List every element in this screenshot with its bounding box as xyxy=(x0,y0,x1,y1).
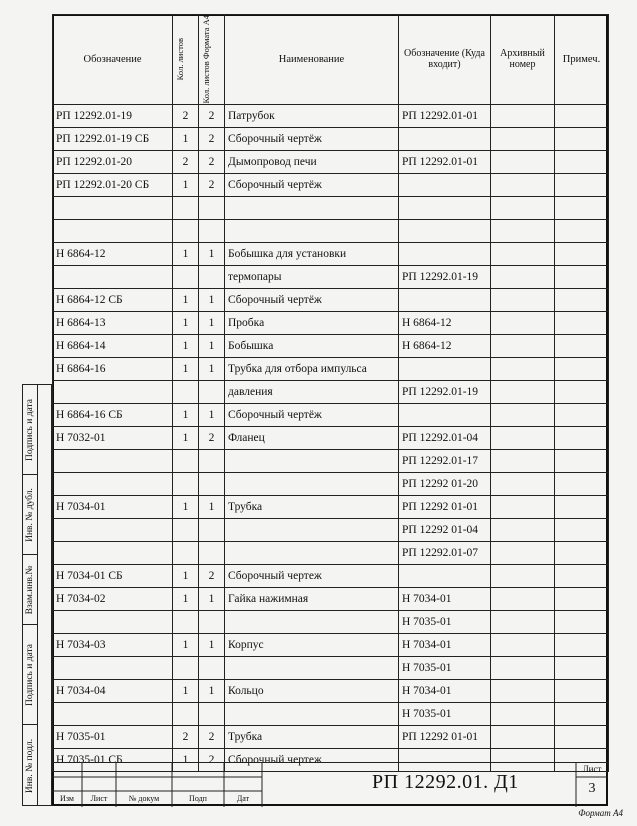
cell-sheets: 1 xyxy=(173,173,199,196)
table-row xyxy=(53,357,609,380)
cell-name xyxy=(225,449,399,472)
cell-archive xyxy=(491,265,555,288)
cell-sheets-a4: 2 xyxy=(199,748,225,771)
cell-sheets xyxy=(173,265,199,288)
cell-ref: Н 7034-01 xyxy=(399,587,491,610)
cell-ref: РП 12292 01-20 xyxy=(399,472,491,495)
cell-ref xyxy=(399,403,491,426)
cell-archive xyxy=(491,196,555,219)
cell-ref: РП 12292 01-01 xyxy=(399,725,491,748)
cell-name: Сборочный чертёж xyxy=(225,127,399,150)
cell-name: Сборочный чертёж xyxy=(225,403,399,426)
cell-note xyxy=(555,472,609,495)
cell-ref xyxy=(399,564,491,587)
table-row xyxy=(53,518,609,541)
cell-sheets xyxy=(173,472,199,495)
sheet-number: 3 xyxy=(588,781,596,796)
table-row xyxy=(53,265,609,288)
cell-sheets: 1 xyxy=(173,403,199,426)
cell-designation: Н 6864-14 xyxy=(53,334,173,357)
cell-sheets-a4: 2 xyxy=(199,725,225,748)
cell-ref xyxy=(399,219,491,242)
cell-archive xyxy=(491,334,555,357)
cell-designation xyxy=(53,449,173,472)
table-row xyxy=(53,127,609,150)
cell-note xyxy=(555,219,609,242)
cell-sheets: 1 xyxy=(173,679,199,702)
cell-designation: Н 6864-12 СБ xyxy=(53,288,173,311)
cell-designation: Н 7032-01 xyxy=(53,426,173,449)
cell-sheets-a4 xyxy=(199,449,225,472)
cell-designation: РП 12292.01-20 СБ xyxy=(53,173,173,196)
cell-ref: Н 7034-01 xyxy=(399,633,491,656)
cell-name: термопары xyxy=(225,265,399,288)
cell-sheets xyxy=(173,449,199,472)
cell-ref: РП 12292 01-01 xyxy=(399,495,491,518)
cell-archive xyxy=(491,564,555,587)
cell-sheets-a4: 1 xyxy=(199,587,225,610)
stamp-columns xyxy=(52,794,262,803)
cell-ref xyxy=(399,127,491,150)
cell-sheets-a4 xyxy=(199,518,225,541)
cell-note xyxy=(555,610,609,633)
cell-archive xyxy=(491,472,555,495)
cell-note xyxy=(555,403,609,426)
table-row xyxy=(53,288,609,311)
cell-sheets: 1 xyxy=(173,564,199,587)
register-table xyxy=(52,14,609,772)
cell-sheets xyxy=(173,219,199,242)
col-note: Примеч. xyxy=(555,15,609,105)
cell-archive xyxy=(491,403,555,426)
cell-sheets xyxy=(173,541,199,564)
table-row xyxy=(53,656,609,679)
cell-note xyxy=(555,426,609,449)
cell-archive xyxy=(491,104,555,127)
cell-archive xyxy=(491,150,555,173)
cell-sheets-a4: 2 xyxy=(199,150,225,173)
cell-archive xyxy=(491,633,555,656)
table-row xyxy=(53,587,609,610)
cell-note xyxy=(555,495,609,518)
cell-designation xyxy=(53,610,173,633)
cell-ref xyxy=(399,288,491,311)
table-row xyxy=(53,633,609,656)
table-row xyxy=(53,725,609,748)
table-row xyxy=(53,104,609,127)
cell-sheets-a4 xyxy=(199,219,225,242)
cell-note xyxy=(555,334,609,357)
cell-name: Кольцо xyxy=(225,679,399,702)
cell-sheets xyxy=(173,518,199,541)
cell-ref: Н 7035-01 xyxy=(399,610,491,633)
cell-note xyxy=(555,104,609,127)
col-sheets-a4: Кол. листов Формата А4 xyxy=(199,15,225,105)
stamp-col-doc: № докум xyxy=(128,794,160,803)
cell-ref: РП 12292.01-04 xyxy=(399,426,491,449)
cell-designation: Н 7034-02 xyxy=(53,587,173,610)
cell-sheets-a4 xyxy=(199,610,225,633)
cell-designation: РП 12292.01-19 СБ xyxy=(53,127,173,150)
cell-sheets: 1 xyxy=(173,587,199,610)
side-inv-orig: Инв. № подл. xyxy=(25,738,35,794)
cell-sheets: 2 xyxy=(173,150,199,173)
stamp-col-izm: Изм xyxy=(60,794,74,803)
cell-sheets: 1 xyxy=(173,357,199,380)
cell-sheets xyxy=(173,610,199,633)
cell-designation xyxy=(53,265,173,288)
cell-sheets-a4: 1 xyxy=(199,311,225,334)
col-designation: Обозначение xyxy=(53,15,173,105)
cell-name: Пробка xyxy=(225,311,399,334)
table-header xyxy=(53,15,609,105)
document-code: РП 12292.01. Д1 xyxy=(372,771,519,793)
sheet-label: Лист xyxy=(582,764,602,774)
cell-archive xyxy=(491,219,555,242)
cell-designation: РП 12292.01-19 xyxy=(53,104,173,127)
cell-sheets-a4: 1 xyxy=(199,357,225,380)
cell-name: Сборочный чертеж xyxy=(225,748,399,771)
cell-archive xyxy=(491,127,555,150)
cell-name xyxy=(225,702,399,725)
cell-note xyxy=(555,242,609,265)
cell-note xyxy=(555,587,609,610)
table-row xyxy=(53,334,609,357)
cell-designation xyxy=(53,541,173,564)
cell-sheets-a4: 1 xyxy=(199,288,225,311)
cell-archive xyxy=(491,380,555,403)
cell-sheets: 1 xyxy=(173,495,199,518)
side-sig-date-bottom: Подпись и дата xyxy=(23,625,37,725)
cell-designation: РП 12292.01-20 xyxy=(53,150,173,173)
cell-ref xyxy=(399,196,491,219)
cell-name xyxy=(225,196,399,219)
cell-note xyxy=(555,150,609,173)
cell-sheets: 1 xyxy=(173,748,199,771)
cell-sheets-a4 xyxy=(199,541,225,564)
cell-archive xyxy=(491,656,555,679)
cell-name xyxy=(225,656,399,679)
cell-archive xyxy=(491,242,555,265)
cell-ref xyxy=(399,242,491,265)
cell-sheets-a4: 2 xyxy=(199,173,225,196)
cell-name: Сборочный чертёж xyxy=(225,288,399,311)
cell-ref: РП 12292.01-07 xyxy=(399,541,491,564)
cell-ref xyxy=(399,173,491,196)
cell-archive xyxy=(491,679,555,702)
cell-designation: Н 7035-01 xyxy=(53,725,173,748)
cell-ref: РП 12292.01-19 xyxy=(399,265,491,288)
cell-designation: Н 6864-12 xyxy=(53,242,173,265)
cell-name: Трубка xyxy=(225,495,399,518)
cell-designation: Н 7034-01 xyxy=(53,495,173,518)
cell-ref: РП 12292.01-01 xyxy=(399,150,491,173)
cell-name xyxy=(225,541,399,564)
cell-note xyxy=(555,725,609,748)
cell-note xyxy=(555,679,609,702)
cell-ref: Н 7035-01 xyxy=(399,656,491,679)
cell-name: Сборочный чертеж xyxy=(225,564,399,587)
table-row xyxy=(53,495,609,518)
cell-name: Корпус xyxy=(225,633,399,656)
cell-designation: Н 6864-16 СБ xyxy=(53,403,173,426)
cell-sheets: 1 xyxy=(173,288,199,311)
title-block xyxy=(52,762,608,807)
col-archive: Архивный номер xyxy=(491,15,555,105)
cell-sheets-a4: 2 xyxy=(199,127,225,150)
cell-archive xyxy=(491,449,555,472)
cell-note xyxy=(555,633,609,656)
cell-sheets-a4 xyxy=(199,702,225,725)
cell-note xyxy=(555,265,609,288)
cell-note xyxy=(555,288,609,311)
cell-ref: Н 6864-12 xyxy=(399,311,491,334)
cell-archive xyxy=(491,518,555,541)
table-row xyxy=(53,472,609,495)
cell-name: Дымопровод печи xyxy=(225,150,399,173)
cell-archive xyxy=(491,288,555,311)
table-row xyxy=(53,426,609,449)
cell-archive xyxy=(491,173,555,196)
table-row xyxy=(53,150,609,173)
table-row xyxy=(53,449,609,472)
cell-sheets xyxy=(173,702,199,725)
cell-sheets: 1 xyxy=(173,127,199,150)
cell-designation: Н 7035-01 СБ xyxy=(53,748,173,771)
cell-designation: Н 6864-13 xyxy=(53,311,173,334)
cell-sheets-a4 xyxy=(199,265,225,288)
cell-designation xyxy=(53,518,173,541)
cell-note xyxy=(555,173,609,196)
side-stamp xyxy=(22,384,52,806)
cell-sheets: 1 xyxy=(173,633,199,656)
table-row xyxy=(53,196,609,219)
col-ref: Обозначение (Куда входит) xyxy=(399,15,491,105)
cell-archive xyxy=(491,311,555,334)
cell-designation: Н 6864-16 xyxy=(53,357,173,380)
table-row xyxy=(53,564,609,587)
cell-sheets: 1 xyxy=(173,242,199,265)
side-sig-date-top: Подпись и дата xyxy=(23,385,37,475)
cell-name: Сборочный чертёж xyxy=(225,173,399,196)
stamp-col-sign: Подп xyxy=(189,794,207,803)
cell-sheets xyxy=(173,196,199,219)
cell-note xyxy=(555,449,609,472)
cell-name: Патрубок xyxy=(225,104,399,127)
cell-archive xyxy=(491,702,555,725)
cell-designation xyxy=(53,656,173,679)
cell-sheets xyxy=(173,656,199,679)
cell-note xyxy=(555,656,609,679)
cell-ref xyxy=(399,357,491,380)
cell-archive xyxy=(491,725,555,748)
cell-name xyxy=(225,219,399,242)
stamp-col-list: Лист xyxy=(90,794,108,803)
cell-archive xyxy=(491,541,555,564)
table-row xyxy=(53,610,609,633)
format-label: Формат А4 xyxy=(578,808,623,818)
cell-designation: Н 7034-03 xyxy=(53,633,173,656)
table-row xyxy=(53,311,609,334)
cell-name: Фланец xyxy=(225,426,399,449)
table-row xyxy=(53,702,609,725)
cell-sheets-a4 xyxy=(199,380,225,403)
table-row xyxy=(53,380,609,403)
cell-name: Бобышка xyxy=(225,334,399,357)
col-name: Наименование xyxy=(225,15,399,105)
cell-note xyxy=(555,380,609,403)
cell-sheets-a4: 1 xyxy=(199,633,225,656)
table-row xyxy=(53,219,609,242)
cell-designation xyxy=(53,702,173,725)
cell-archive xyxy=(491,426,555,449)
cell-sheets-a4: 1 xyxy=(199,679,225,702)
cell-ref: РП 12292 01-04 xyxy=(399,518,491,541)
cell-sheets-a4: 1 xyxy=(199,334,225,357)
cell-ref: Н 7034-01 xyxy=(399,679,491,702)
cell-ref: Н 7035-01 xyxy=(399,702,491,725)
cell-sheets-a4: 2 xyxy=(199,104,225,127)
cell-note xyxy=(555,541,609,564)
cell-sheets-a4: 1 xyxy=(199,242,225,265)
cell-ref: Н 6864-12 xyxy=(399,334,491,357)
cell-sheets: 2 xyxy=(173,104,199,127)
table-row xyxy=(53,403,609,426)
cell-archive xyxy=(491,610,555,633)
table-row xyxy=(53,242,609,265)
cell-note xyxy=(555,311,609,334)
cell-note xyxy=(555,702,609,725)
table-row xyxy=(53,173,609,196)
register-table-wrap xyxy=(52,14,608,772)
cell-name xyxy=(225,518,399,541)
cell-note xyxy=(555,564,609,587)
cell-note xyxy=(555,127,609,150)
cell-sheets-a4 xyxy=(199,472,225,495)
cell-designation xyxy=(53,472,173,495)
cell-archive xyxy=(491,587,555,610)
cell-ref: РП 12292.01-17 xyxy=(399,449,491,472)
table-row xyxy=(53,679,609,702)
cell-sheets: 1 xyxy=(173,426,199,449)
cell-archive xyxy=(491,495,555,518)
cell-note xyxy=(555,196,609,219)
table-row xyxy=(53,541,609,564)
cell-archive xyxy=(491,357,555,380)
cell-sheets-a4: 2 xyxy=(199,564,225,587)
cell-name xyxy=(225,610,399,633)
cell-ref: РП 12292.01-19 xyxy=(399,380,491,403)
cell-designation: Н 7034-01 СБ xyxy=(53,564,173,587)
cell-note xyxy=(555,357,609,380)
cell-name xyxy=(225,472,399,495)
cell-sheets: 2 xyxy=(173,725,199,748)
cell-sheets xyxy=(173,380,199,403)
cell-ref: РП 12292.01-01 xyxy=(399,104,491,127)
cell-designation xyxy=(53,196,173,219)
stamp-col-date: Дат xyxy=(236,794,250,803)
col-sheets: Кол. листов xyxy=(173,15,199,105)
cell-sheets-a4 xyxy=(199,656,225,679)
cell-name: Гайка нажимная xyxy=(225,587,399,610)
cell-sheets: 1 xyxy=(173,334,199,357)
cell-name: Трубка xyxy=(225,725,399,748)
cell-designation xyxy=(53,380,173,403)
cell-sheets: 1 xyxy=(173,311,199,334)
cell-name: давления xyxy=(225,380,399,403)
cell-designation: Н 7034-04 xyxy=(53,679,173,702)
cell-designation xyxy=(53,219,173,242)
cell-sheets-a4: 2 xyxy=(199,426,225,449)
cell-note xyxy=(555,518,609,541)
side-replace-inv: Взам.инв.№ xyxy=(23,555,37,625)
cell-sheets-a4: 1 xyxy=(199,495,225,518)
cell-sheets-a4 xyxy=(199,196,225,219)
cell-name: Бобышка для установки xyxy=(225,242,399,265)
cell-sheets-a4: 1 xyxy=(199,403,225,426)
side-inv-dup: Инв. № дубл. xyxy=(23,475,37,555)
cell-name: Трубка для отбора импульса xyxy=(225,357,399,380)
